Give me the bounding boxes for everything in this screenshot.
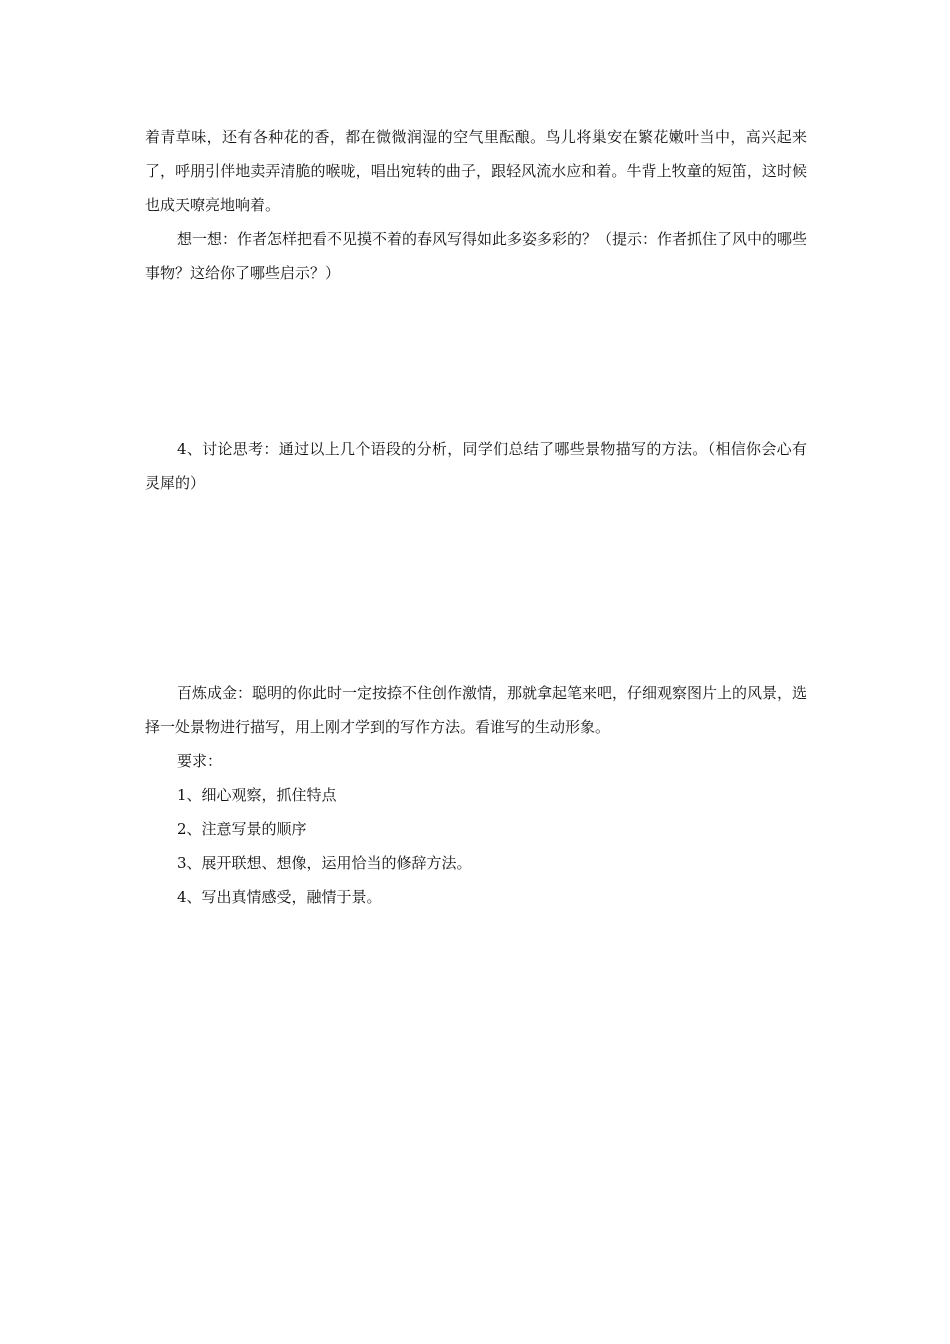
requirements-title: 要求：	[177, 752, 223, 770]
requirement-item: 1、细心观察，抓住特点	[177, 786, 337, 804]
paragraph-practice: 百炼成金：聪明的你此时一定按捺不住创作激情，那就拿起笔来吧，仔细观察图片上的风景，选择一处景物进行描写，用上刚才学到的写作方法。看谁写的生动形象。	[145, 684, 808, 736]
discussion-section	[145, 432, 807, 500]
paragraph-spring-wind: 着青草味，还有各种花的香，都在微微润湿的空气里酝酿。鸟儿将巢安在繁花嫩叶当中，高兴起来了，呼朋引伴地卖弄清脆的喉咙，唱出宛转的曲子，跟轻风流水应和着。牛背上牧童的短笛，这时候也成天嘹亮地响着。	[145, 128, 807, 214]
practice-section	[145, 676, 807, 914]
requirement-item: 2、注意写景的顺序	[177, 820, 307, 838]
paragraph-discussion: 4、讨论思考：通过以上几个语段的分析，同学们总结了哪些景物描写的方法。（相信你会心有灵犀的）	[145, 440, 807, 492]
reading-section	[145, 120, 807, 290]
requirement-item: 4、写出真情感受，融情于景。	[177, 888, 382, 906]
requirement-item: 3、展开联想、想像，运用恰当的修辞方法。	[177, 854, 472, 872]
paragraph-think-question: 想一想：作者怎样把看不见摸不着的春风写得如此多姿多彩的？（提示：作者抓住了风中的哪些事物？这给你了哪些启示？）	[145, 230, 808, 282]
